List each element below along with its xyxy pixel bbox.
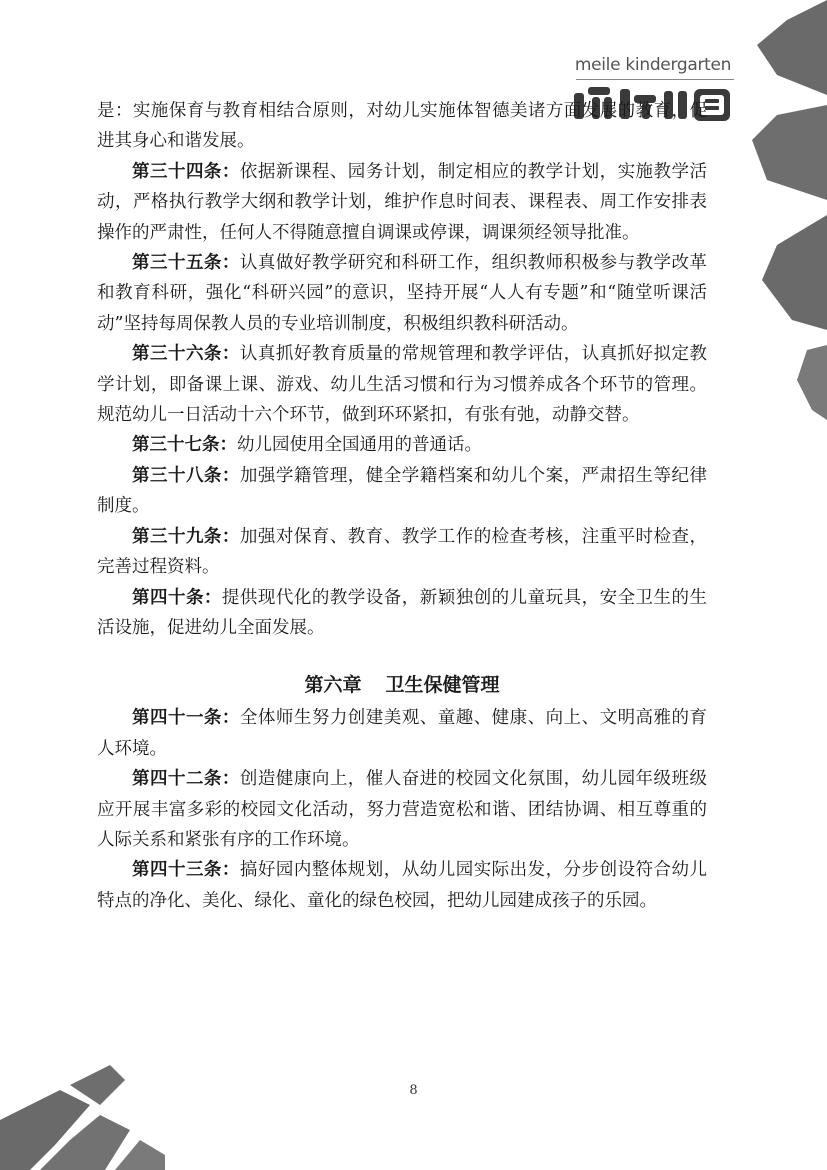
article-paragraph	[97, 583, 707, 644]
article-paragraph	[97, 430, 707, 460]
article-number: 第三十九条：	[132, 526, 240, 547]
article-number: 第三十六条：	[132, 344, 240, 365]
article-paragraph	[97, 855, 707, 916]
article-paragraph	[97, 764, 707, 855]
article-text: 幼儿园使用全国通用的普通话。	[237, 435, 482, 456]
article-text: 搞好园内整体规划，从幼儿园实际出发，分步创设符合幼儿特点的净化、美化、绿化、童化的绿色校园，把幼儿园建成孩子的乐园。	[97, 860, 708, 911]
article-paragraph	[97, 339, 707, 430]
article-paragraph	[97, 157, 707, 248]
article-text: 加强学籍管理，健全学籍档案和幼儿个案，严肃招生等纪律制度。	[97, 465, 708, 517]
article-text: 认真抓好教育质量的常规管理和教学评估，认真抓好拟定教学计划，即备课上课、游戏、幼儿生活习惯和行为习惯养成各个环节的管理。规范幼儿一日活动十六个环节，做到环环紧扣，有张有弛，动静交替。	[97, 344, 708, 426]
article-paragraph	[97, 522, 707, 583]
article-text: 依据新课程、园务计划，制定相应的教学计划，实施教学活动，严格执行教学大纲和教学计划，维护作息时间表、课程表、周工作安排表操作的严肃性，任何人不得随意擅自调课或停课，调课须经领导批准。	[97, 161, 708, 243]
logo-english-text: meile kindergarten	[574, 55, 732, 75]
article-number: 第三十七条：	[132, 435, 237, 456]
chapter-title: 卫生保健管理	[385, 674, 500, 697]
article-number: 第四十二条：	[132, 769, 240, 790]
article-text: 加强对保育、教育、教学工作的检查考核，注重平时检查，完善过程资料。	[97, 526, 708, 578]
article-paragraph	[97, 96, 707, 157]
article-paragraph	[97, 248, 707, 339]
article-number: 第四十三条：	[132, 860, 240, 881]
chapter-number: 第六章	[304, 674, 362, 697]
page-number: 8	[409, 1083, 418, 1098]
article-number: 第三十五条：	[132, 253, 240, 274]
corner-decoration-bottom-left	[0, 1050, 170, 1170]
article-number: 第四十条：	[132, 587, 222, 608]
article-paragraph	[97, 703, 707, 764]
article-number: 第三十四条：	[132, 161, 240, 182]
article-text: 认真做好教学研究和科研工作，组织教师积极参与教学改革和教育科研，强化“科研兴园”的意识，坚持开展“人人有专题”和“随堂听课活动”坚持每周保教人员的专业培训制度，积极组织教科研活动。	[97, 253, 708, 334]
document-body	[97, 96, 707, 916]
article-text: 全体师生努力创建美观、童趣、健康、向上、文明高雅的育人环境。	[97, 708, 708, 759]
article-text: 是：实施保育与教育相结合原则，对幼儿实施体智德美诸方面发展的教育，促进其身心和谐发展。	[97, 101, 707, 152]
logo-underline	[576, 79, 734, 80]
articles-section-hygiene	[97, 703, 707, 916]
article-text: 创造健康向上，催人奋进的校园文化氛围，幼儿园年级班级应开展丰富多彩的校园文化活动，努力营造宽松和谐、团结协调、相互尊重的人际关系和紧张有序的工作环境。	[97, 769, 708, 850]
article-text: 提供现代化的教学设备，新颖独创的儿童玩具，安全卫生的生活设施，促进幼儿全面发展。	[97, 587, 708, 638]
articles-section	[97, 96, 707, 643]
chapter-heading	[97, 667, 707, 703]
article-paragraph	[97, 461, 707, 522]
article-number: 第四十一条：	[132, 708, 240, 729]
article-number: 第三十八条：	[132, 465, 240, 486]
